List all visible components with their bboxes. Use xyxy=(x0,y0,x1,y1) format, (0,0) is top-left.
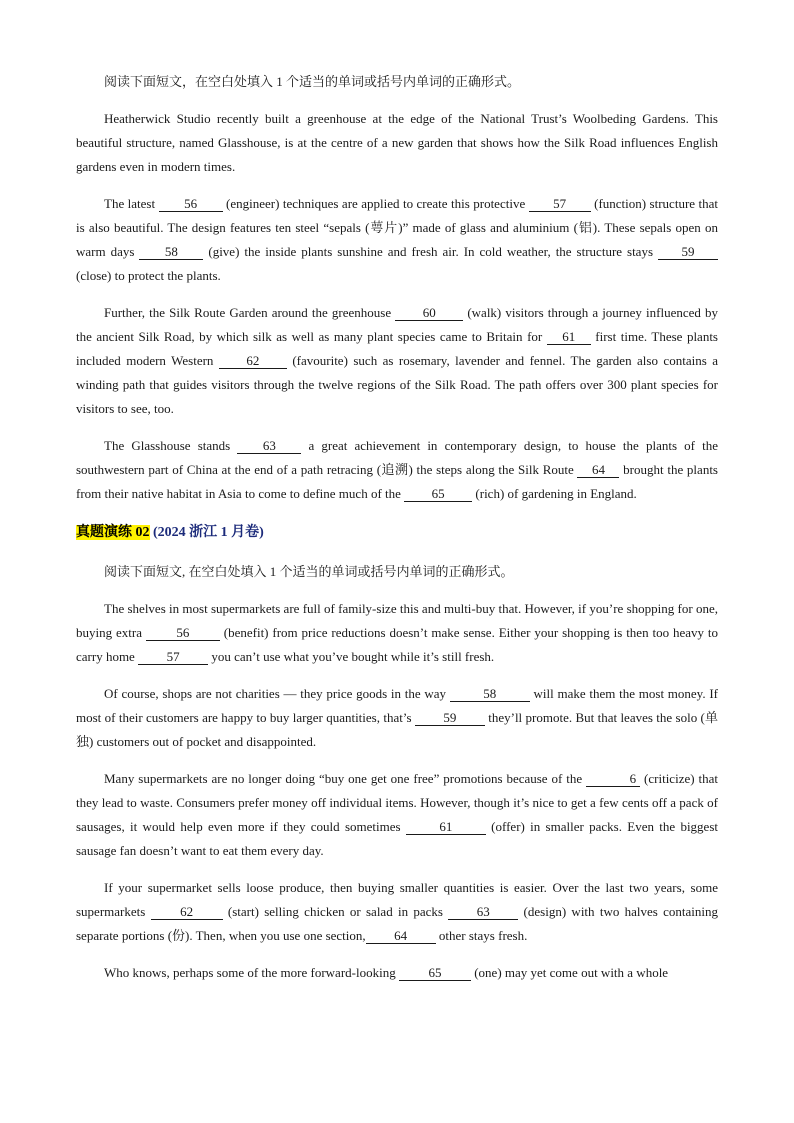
instruction-1: 阅读下面短文，在空白处填入 1 个适当的单词或括号内单词的正确形式。 xyxy=(104,74,521,89)
passage1-paragraph-3 xyxy=(76,301,718,421)
answer-blank-64[interactable]: 64 xyxy=(577,462,619,478)
passage1-paragraph-1: Heatherwick Studio recently built a greenhouse at the edge of the National Trust’s Woolbeding Gardens. This beautiful structure, named Glasshouse, is at the centre of a new garden that shows how the Silk Road influences English gardens even in modern times. xyxy=(76,111,718,174)
passage2-paragraph-1 xyxy=(76,597,718,669)
answer-blank-63[interactable]: 63 xyxy=(237,438,301,454)
answer-blank-59[interactable]: 59 xyxy=(658,244,718,260)
answer-blank-57[interactable]: 57 xyxy=(529,196,591,212)
passage2-paragraph-5 xyxy=(76,961,718,985)
text: Many supermarkets are no longer doing “buy one get one free” promotions because of the xyxy=(104,771,587,786)
answer-blank-61[interactable]: 61 xyxy=(547,329,591,345)
text: Who knows, perhaps some of the more forward-looking xyxy=(104,965,399,980)
text: (function) structure that is also beautiful. The design features ten steel “sepals (萼片)” made of glass and aluminium (铝). These sepals open on warm days xyxy=(76,196,718,259)
text: (engineer) techniques are applied to create this protective xyxy=(222,196,529,211)
text: will make them the most money. If most of their customers are happy to buy larger quantities, that’s xyxy=(76,686,718,725)
answer-blank-58[interactable]: 58 xyxy=(139,244,203,260)
text: a great achievement in contemporary design, to house the plants of the southwestern part of China at the end of a path retracing (追溯) the steps along the Silk Route xyxy=(76,438,718,477)
text: (criticize) that they lead to waste. Consumers prefer money off individual items. However, though it’s nice to get a few cents off a pack of sausages, it would help even more if they could sometimes xyxy=(76,771,718,834)
text: (design) with two halves containing separate portions (份). Then, when you use one section, xyxy=(76,904,718,943)
text: (benefit) from price reductions doesn’t make sense. Either your shopping is then too heavy to carry home xyxy=(76,625,718,664)
heading-source: (2024 浙江 1 月卷) xyxy=(149,525,264,540)
text: (rich) of gardening in England. xyxy=(472,486,637,501)
passage2-paragraph-4 xyxy=(76,876,718,948)
answer-blank-61[interactable]: 61 xyxy=(406,819,486,835)
answer-blank-62[interactable]: 62 xyxy=(151,904,223,920)
passage2-paragraph-3 xyxy=(76,767,718,863)
text: they’ll promote. But that leaves the solo (单独) customers out of pocket and disappointed. xyxy=(76,710,718,749)
text: (give) the inside plants sunshine and fresh air. In cold weather, the structure stays xyxy=(203,244,658,259)
text: If your supermarket sells loose produce, then buying smaller quantities is easier. Over the last two years, some supermarkets xyxy=(76,880,718,919)
answer-blank-65[interactable]: 65 xyxy=(399,965,471,981)
text: Of course, shops are not charities — they price goods in the way xyxy=(104,686,450,701)
answer-blank-56[interactable]: 56 xyxy=(146,625,220,641)
answer-blank-64[interactable]: 64 xyxy=(366,928,436,944)
text: brought the plants from their native habitat in Asia to come to define much of the xyxy=(76,462,718,501)
answer-blank-56[interactable]: 56 xyxy=(159,196,223,212)
text: (one) may yet come out with a whole xyxy=(470,965,669,980)
answer-blank-58[interactable]: 58 xyxy=(450,686,530,702)
text: first time. These plants included modern Western xyxy=(76,329,718,368)
text: (start) selling chicken or salad in packs xyxy=(222,904,449,919)
answer-blank-60[interactable]: 6 xyxy=(586,771,640,787)
answer-blank-62[interactable]: 62 xyxy=(219,353,287,369)
passage1-paragraph-2 xyxy=(76,192,718,288)
text: other stays fresh. xyxy=(435,928,528,943)
highlighted-heading-label: 真题演练 02 xyxy=(76,525,150,540)
text: The latest xyxy=(104,196,159,211)
section-heading xyxy=(76,522,718,544)
text: The shelves in most supermarkets are full of family-size this and multi-buy that. However, if you’re shopping for one, buying extra xyxy=(76,601,718,640)
answer-blank-63[interactable]: 63 xyxy=(448,904,518,920)
text: (close) to protect the plants. xyxy=(76,268,221,283)
text: you can’t use what you’ve bought while it’s still fresh. xyxy=(208,649,495,664)
answer-blank-65[interactable]: 65 xyxy=(404,486,472,502)
text: Further, the Silk Route Garden around the greenhouse xyxy=(104,305,396,320)
document-page xyxy=(76,70,718,998)
instruction-2: 阅读下面短文, 在空白处填入 1 个适当的单词或括号内单词的正确形式。 xyxy=(104,564,514,579)
passage1-paragraph-4 xyxy=(76,434,718,506)
text: (offer) in smaller packs. Even the biggest sausage fan doesn’t want to eat them every day. xyxy=(76,819,718,858)
answer-blank-59[interactable]: 59 xyxy=(415,710,485,726)
text: (walk) visitors through a journey influenced by the ancient Silk Road, by which silk as well as many plant species came to Britain for xyxy=(76,305,718,344)
answer-blank-57[interactable]: 57 xyxy=(138,649,208,665)
passage2-paragraph-2 xyxy=(76,682,718,754)
text: The Glasshouse stands xyxy=(104,438,238,453)
answer-blank-60[interactable]: 60 xyxy=(395,305,463,321)
text: (favourite) such as rosemary, lavender and fennel. The garden also contains a winding path that guides visitors through the twelve regions of the Silk Road. The path offers over 300 plant species for visitors to see, too. xyxy=(76,353,718,416)
